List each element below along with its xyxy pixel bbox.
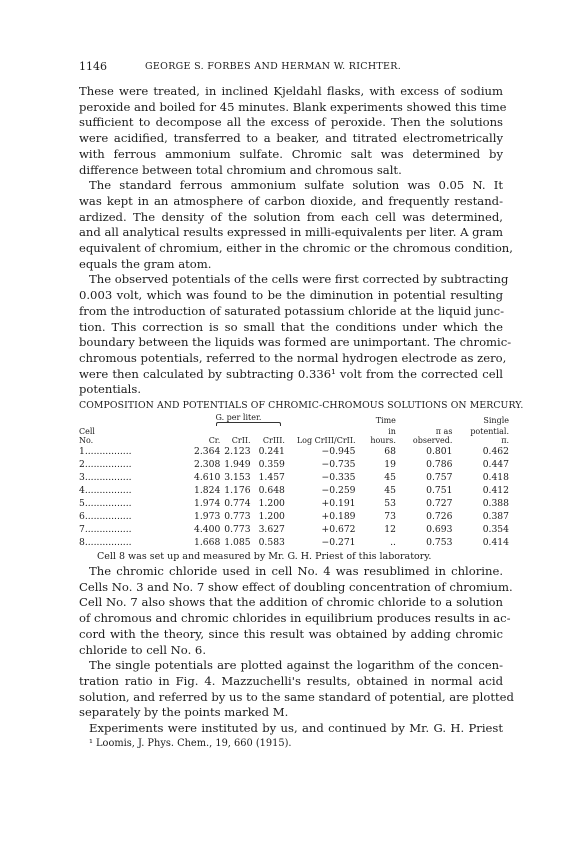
table-caption: COMPOSITION AND POTENTIALS OF CHROMIC-CHROMOUS SOLUTIONS ON MERCURY. xyxy=(79,400,524,412)
text-line: was kept in an atmosphere of carbon dioxide, and frequently restand- xyxy=(79,193,503,208)
table-cell: 1.085 xyxy=(224,537,251,549)
paragraph-6 xyxy=(79,721,503,737)
table-cell: 0.241 xyxy=(258,446,285,458)
table-cell: 3................ xyxy=(79,472,132,484)
paragraph-3 xyxy=(79,272,512,398)
table-cell: .. xyxy=(390,537,396,549)
table-cell: −0.335 xyxy=(321,472,356,484)
text-line: and all analytical results expressed in milli-equivalents per liter. A gram xyxy=(79,225,503,240)
text-line: 0.003 volt, which was found to be the diminution in potential resulting xyxy=(79,288,503,303)
table-cell: 45 xyxy=(384,485,396,497)
table-header-row xyxy=(79,413,509,427)
table-cell: 0.414 xyxy=(482,537,509,549)
table-row xyxy=(79,510,509,523)
table-cell: 0.447 xyxy=(482,459,509,471)
table-cell: 0.387 xyxy=(482,511,509,523)
text-line: The observed potentials of the cells were first corrected by subtracting xyxy=(89,272,509,287)
table-header-row xyxy=(79,427,509,436)
header-cell: CrIII. xyxy=(262,436,285,446)
table-cell: 0.583 xyxy=(258,537,285,549)
table-row xyxy=(79,458,509,471)
table-cell: 0.727 xyxy=(426,498,453,510)
table-cell: 0.726 xyxy=(426,511,453,523)
table-cell: 7................ xyxy=(79,524,132,536)
table-cell: 1.973 xyxy=(193,511,221,523)
table-cell: 6................ xyxy=(79,511,132,523)
table-row xyxy=(79,536,509,549)
page-header xyxy=(79,60,503,76)
table-cell: 19 xyxy=(384,459,396,471)
table-cell: 4.610 xyxy=(193,472,221,484)
header-cell: Cell xyxy=(79,427,95,437)
header-cell: Log CrIII/CrII. xyxy=(296,436,356,446)
text-line: solution, and referred by us to the same standard of potential, are plotted xyxy=(79,689,514,704)
header-cell: Single xyxy=(483,415,509,425)
header-cell: observed. xyxy=(412,436,453,446)
table-cell: 1.974 xyxy=(193,498,221,510)
table-note: Cell 8 was set up and measured by Mr. G. H. Priest of this laboratory. xyxy=(97,551,432,563)
table-cell: +0.191 xyxy=(321,498,356,510)
text-line: The single potentials are plotted against the logarithm of the concen- xyxy=(89,658,503,673)
table-cell: 0.751 xyxy=(426,485,453,497)
table-cell: 73 xyxy=(384,511,396,523)
table-cell: 1.824 xyxy=(193,485,221,497)
table-cell: 8................ xyxy=(79,537,132,549)
table-cell: +0.189 xyxy=(321,511,356,523)
table-cell: 0.693 xyxy=(426,524,453,536)
text-line: tration ratio in Fig. 4. Mazzuchelli's results, obtained in normal acid xyxy=(79,673,503,688)
table-cell: −0.271 xyxy=(321,537,356,549)
table-cell: 1.200 xyxy=(258,511,285,523)
group-header-label: G. per liter. xyxy=(215,413,262,423)
header-cell: π as xyxy=(435,427,453,437)
table-cell: −0.945 xyxy=(321,446,356,458)
table-cell: 12 xyxy=(384,524,396,536)
table-row xyxy=(79,484,509,497)
table-cell: 2.308 xyxy=(193,459,221,471)
table-cell: 1.668 xyxy=(193,537,221,549)
table-cell: +0.672 xyxy=(321,524,356,536)
text-line: potentials. xyxy=(79,382,142,397)
text-line: tion. This correction is so small that the conditions under which the xyxy=(79,319,503,334)
text-line: sufficient to decompose all the excess of peroxide. Then the solutions xyxy=(79,115,503,130)
text-line: equivalent of chromium, either in the chromic or the chromous condition, xyxy=(79,241,513,256)
group-header xyxy=(192,413,285,427)
table-row xyxy=(79,471,509,484)
header-cell: π. xyxy=(501,436,509,446)
header-cell: No. xyxy=(79,436,94,446)
paragraph-5 xyxy=(79,658,514,721)
table-cell: 0.753 xyxy=(426,537,453,549)
table-cell: 0.786 xyxy=(426,459,453,471)
text-line: ardized. The density of the solution from each cell was determined, xyxy=(79,209,503,224)
header-cell: Time xyxy=(375,415,396,425)
footnote: ¹ Loomis, J. Phys. Chem., 19, 660 (1915). xyxy=(89,737,292,749)
group-brace xyxy=(216,422,281,426)
table-cell: 0.773 xyxy=(224,511,251,523)
text-line: chromous potentials, referred to the normal hydrogen electrode as zero, xyxy=(79,350,507,365)
page xyxy=(79,60,524,749)
table-header-row xyxy=(79,436,509,445)
text-line: equals the gram atom. xyxy=(79,256,212,271)
table-cell: 0.418 xyxy=(482,472,509,484)
table-cell: 3.627 xyxy=(258,524,285,536)
header-cell: Cr. xyxy=(208,436,221,446)
text-line: were then calculated by subtracting 0.336¹ volt from the corrected cell xyxy=(79,366,503,381)
text-line: cord with the theory, since this result was obtained by adding chromic xyxy=(79,626,503,641)
table-cell: 0.774 xyxy=(224,498,251,510)
text-line: These were treated, in inclined Kjeldahl flasks, with excess of sodium xyxy=(79,84,503,98)
header-cell: CrII. xyxy=(231,436,251,446)
running-head: GEORGE S. FORBES AND HERMAN W. RICHTER. xyxy=(145,61,402,72)
table-cell: 53 xyxy=(384,498,396,510)
table-cell: 0.412 xyxy=(482,485,509,497)
text-line: with ferrous ammonium sulfate. Chromic salt was determined by xyxy=(79,146,503,161)
table-cell: 2.123 xyxy=(224,446,251,458)
text-line: Cell No. 7 also shows that the addition of chromic chloride to a solution xyxy=(79,595,503,610)
table-cell: 1.200 xyxy=(258,498,285,510)
table-cell: 68 xyxy=(384,446,396,458)
data-table xyxy=(79,413,509,549)
text-line: separately by the points marked M. xyxy=(79,705,289,720)
header-cell: hours. xyxy=(370,436,396,446)
paragraph-4 xyxy=(79,564,513,658)
table-cell: 1.457 xyxy=(258,472,285,484)
text-line: difference between total chromium and chromous salt. xyxy=(79,162,402,177)
text-line: from the introduction of saturated potassium chloride at the liquid junc- xyxy=(79,303,505,318)
text-line: of chromous and chromic chlorides in equilibrium produces results in ac- xyxy=(79,611,511,626)
text-line: were acidified, transferred to a beaker, and titrated electrometrically xyxy=(79,131,503,146)
table-cell: 45 xyxy=(384,472,396,484)
table-cell: 4................ xyxy=(79,485,132,497)
header-cell: in xyxy=(388,427,396,437)
table-cell: 0.648 xyxy=(258,485,285,497)
table-cell: 0.757 xyxy=(426,472,453,484)
table-cell: 2................ xyxy=(79,459,132,471)
table-cell: −0.259 xyxy=(321,485,356,497)
table-cell: 2.364 xyxy=(193,446,221,458)
text-line: The standard ferrous ammonium sulfate solution was 0.05 N. It xyxy=(89,178,503,193)
table-cell: 0.462 xyxy=(482,446,509,458)
table-cell: 0.388 xyxy=(482,498,509,510)
paragraph-2 xyxy=(79,178,513,272)
table-cell: −0.735 xyxy=(321,459,356,471)
paragraph-1 xyxy=(79,84,507,178)
table-cell: 0.773 xyxy=(224,524,251,536)
table-cell: 5................ xyxy=(79,498,132,510)
text-line: The chromic chloride used in cell No. 4 was resublimed in chlorine. xyxy=(89,564,503,579)
table-row xyxy=(79,497,509,510)
page-number: 1146 xyxy=(79,60,107,73)
table-cell: 0.354 xyxy=(482,524,509,536)
table-cell: 1................ xyxy=(79,446,132,458)
text-line: Cells No. 3 and No. 7 show effect of doubling concentration of chromium. xyxy=(79,579,513,594)
text-line: peroxide and boiled for 45 minutes. Blank experiments showed this time xyxy=(79,99,507,114)
table-cell: 0.801 xyxy=(426,446,453,458)
text-line: boundary between the liquids was formed are unimportant. The chromic- xyxy=(79,335,512,350)
table-row xyxy=(79,523,509,536)
header-cell: potential. xyxy=(470,427,509,437)
table-row xyxy=(79,445,509,458)
table-cell: 3.153 xyxy=(224,472,251,484)
text-line: Experiments were instituted by us, and continued by Mr. G. H. Priest xyxy=(89,721,503,736)
table-cell: 0.359 xyxy=(258,459,285,471)
table-cell: 4.400 xyxy=(193,524,221,536)
table-cell: 1.949 xyxy=(224,459,251,471)
text-line: chloride to cell No. 6. xyxy=(79,642,206,657)
table-cell: 1.176 xyxy=(224,485,251,497)
